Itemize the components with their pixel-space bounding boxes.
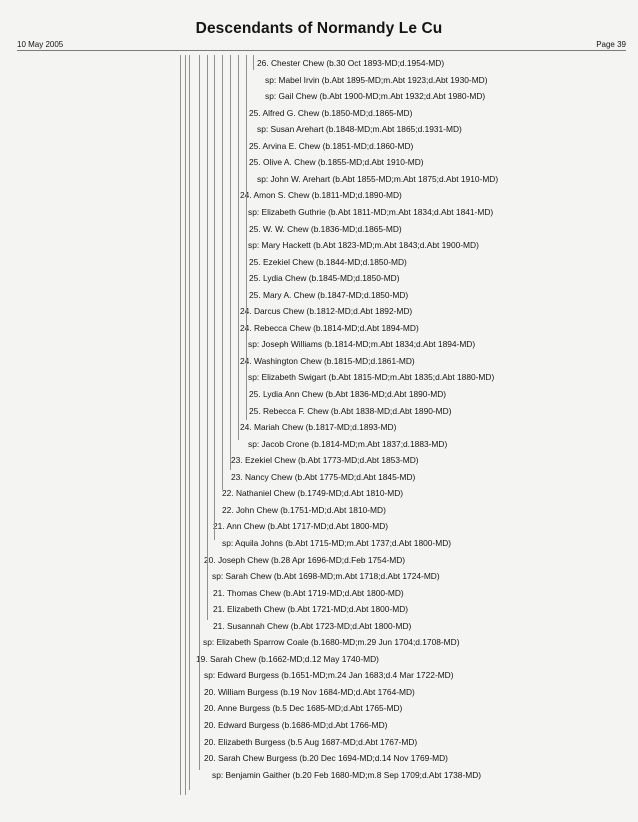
tree-connector-line [230,55,231,470]
descendant-entry: 21. Thomas Chew (b.Abt 1719-MD;d.Abt 1800-MD) [213,587,404,598]
descendant-entry: 19. Sarah Chew (b.1662-MD;d.12 May 1740-MD) [196,653,379,664]
descendant-entry: 23. Ezekiel Chew (b.Abt 1773-MD;d.Abt 1853-MD) [231,455,419,466]
descendant-entry: 21. Elizabeth Chew (b.Abt 1721-MD;d.Abt 1800-MD) [213,604,409,615]
descendant-entry: 21. Ann Chew (b.Abt 1717-MD;d.Abt 1800-MD) [213,521,389,532]
spouse-entry: sp: Benjamin Gaither (b.20 Feb 1680-MD;m.8 Sep 1709;d.Abt 1738-MD) [212,769,482,780]
descendant-entry: 20. Edward Burgess (b.1686-MD;d.Abt 1766-MD) [204,720,388,730]
descendant-entry: 23. Nancy Chew (b.Abt 1775-MD;d.Abt 1845-MD) [231,471,416,482]
tree-connector-line [253,55,254,70]
descendant-entry: 20. Joseph Chew (b.28 Apr 1696-MD;d.Feb 1754-MD) [204,554,406,565]
spouse-entry: sp: Elizabeth Sparrow Coale (b.1680-MD;m.29 Jun 1704;d.1708-MD) [203,637,460,648]
descendant-entry: 25. Arvina E. Chew (b.1851-MD;d.1860-MD) [249,140,414,151]
spouse-entry: sp: Mabel Irvin (b.Abt 1895-MD;m.Abt 1923;d.Abt 1930-MD) [265,74,488,85]
spouse-entry: sp: Jacob Crone (b.1814-MD;m.Abt 1837;d.1883-MD) [248,438,448,449]
descendant-entry: 24. Rebecca Chew (b.1814-MD;d.Abt 1894-MD) [240,322,419,333]
descendant-entry: 25. Lydia Chew (b.1845-MD;d.1850-MD) [249,273,400,284]
descendant-entry: 22. Nathaniel Chew (b.1749-MD;d.Abt 1810-MD) [222,488,404,499]
descendant-entry: 26. Chester Chew (b.30 Oct 1893-MD;d.1954-MD) [257,58,445,68]
descendant-entry: 25. W. W. Chew (b.1836-MD;d.1865-MD) [249,223,402,234]
header-page-number: Page 39 [596,40,626,49]
spouse-entry: sp: Mary Hackett (b.Abt 1823-MD;m.Abt 1843;d.Abt 1900-MD) [248,240,479,251]
descendant-entry: 24. Mariah Chew (b.1817-MD;d.1893-MD) [240,422,397,433]
spouse-entry: sp: Elizabeth Swigart (b.Abt 1815-MD;m.Abt 1835;d.Abt 1880-MD) [248,372,495,383]
tree-connector-line [222,55,223,490]
descendant-entry: 20. Elizabeth Burgess (b.5 Aug 1687-MD;d.Abt 1767-MD) [204,736,418,747]
tree-connector-line [207,55,208,620]
spouse-entry: sp: Aquila Johns (b.Abt 1715-MD;m.Abt 1737;d.Abt 1800-MD) [222,537,452,548]
spouse-entry: sp: Joseph Williams (b.1814-MD;m.Abt 1834;d.Abt 1894-MD) [248,339,476,350]
tree-connector-line [180,55,181,795]
descendant-entry: 24. Washington Chew (b.1815-MD;d.1861-MD) [240,355,415,366]
page-title: Descendants of Normandy Le Cu [195,20,443,37]
header-rule [17,50,626,51]
tree-connector-line [189,55,190,790]
descendant-entry: 20. William Burgess (b.19 Nov 1684-MD;d.Abt 1764-MD) [204,686,415,697]
descendant-entry: 21. Susannah Chew (b.Abt 1723-MD;d.Abt 1800-MD) [213,620,412,631]
descendant-entry: 24. Amon S. Chew (b.1811-MD;d.1890-MD) [240,190,402,201]
descendant-entry: 25. Rebecca F. Chew (b.Abt 1838-MD;d.Abt 1890-MD) [249,405,452,416]
descendant-entry: 25. Alfred G. Chew (b.1850-MD;d.1865-MD) [249,107,413,118]
tree-connector-line [214,55,215,540]
tree-connector-line [238,55,239,440]
spouse-entry: sp: Edward Burgess (b.1651-MD;m.24 Jan 1683;d.4 Mar 1722-MD) [204,670,454,681]
header-date: 10 May 2005 [17,40,64,49]
descendant-entry: 20. Anne Burgess (b.5 Dec 1685-MD;d.Abt 1765-MD) [204,703,403,714]
spouse-entry: sp: John W. Arehart (b.Abt 1855-MD;m.Abt 1875;d.Abt 1910-MD) [257,173,499,184]
descendant-entry: 24. Darcus Chew (b.1812-MD;d.Abt 1892-MD) [240,306,413,317]
descendant-entry: 25. Lydia Ann Chew (b.Abt 1836-MD;d.Abt 1890-MD) [249,389,447,399]
tree-connector-line [185,55,186,795]
tree-connector-line [199,55,200,770]
descendant-entry: 25. Olive A. Chew (b.1855-MD;d.Abt 1910-MD) [249,157,424,168]
tree-connector-line [246,55,247,420]
descendant-entry: 25. Ezekiel Chew (b.1844-MD;d.1850-MD) [249,256,407,267]
spouse-entry: sp: Gail Chew (b.Abt 1900-MD;m.Abt 1932;d.Abt 1980-MD) [265,91,486,102]
descendant-entry: 20. Sarah Chew Burgess (b.20 Dec 1694-MD;d.14 Nov 1769-MD) [204,753,448,764]
spouse-entry: sp: Sarah Chew (b.Abt 1698-MD;m.Abt 1718;d.Abt 1724-MD) [212,571,440,582]
spouse-entry: sp: Susan Arehart (b.1848-MD;m.Abt 1865;d.1931-MD) [257,124,462,135]
spouse-entry: sp: Elizabeth Guthrie (b.Abt 1811-MD;m.Abt 1834;d.Abt 1841-MD) [248,206,494,217]
descendant-entry: 25. Mary A. Chew (b.1847-MD;d.1850-MD) [249,289,409,300]
descendant-entry: 22. John Chew (b.1751-MD;d.Abt 1810-MD) [222,504,386,515]
